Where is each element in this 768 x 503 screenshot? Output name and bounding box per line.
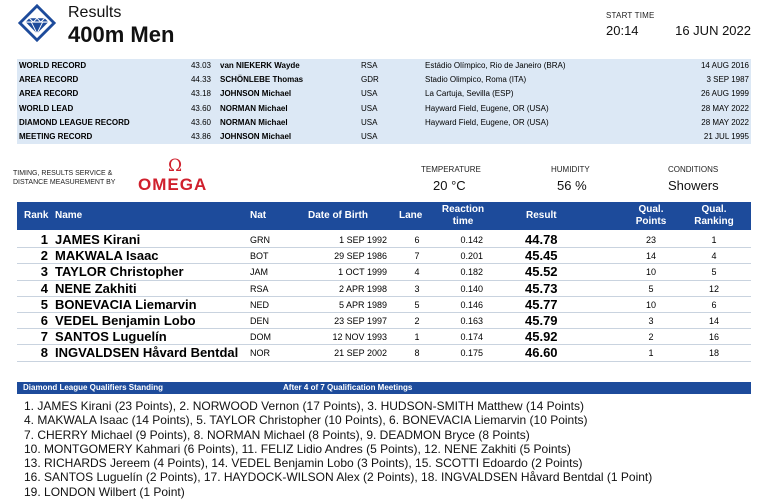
cell-lane: 6 xyxy=(414,235,420,245)
record-athlete: JOHNSON Michael xyxy=(220,89,292,99)
cell-qual-points: 5 xyxy=(648,283,654,294)
record-date: 3 SEP 1987 xyxy=(706,75,749,85)
cell-qual-ranking: 6 xyxy=(711,299,717,310)
record-row xyxy=(17,87,751,101)
cell-qual-points: 10 xyxy=(645,267,656,278)
record-name: MEETING RECORD xyxy=(19,131,93,141)
cell-lane: 8 xyxy=(414,348,420,359)
record-nat: USA xyxy=(361,131,378,141)
cell-lane: 7 xyxy=(414,251,420,262)
record-venue: Estádio Olímpico, Rio de Janeiro (BRA) xyxy=(425,61,566,70)
cell-reaction: 0.163 xyxy=(460,315,483,326)
cell-dob: 1 SEP 1992 xyxy=(339,235,387,245)
standing-line: 16. SANTOS Luguelín (2 Points), 17. HAYDOCK-WILSON Alex (2 Points), 18. INGVALDSEN Håvard Bentdal (1 Point) xyxy=(24,470,653,485)
cell-nat: DEN xyxy=(250,315,270,326)
cell-reaction: 0.182 xyxy=(460,267,483,278)
cell-rank: 5 xyxy=(40,296,48,312)
standing-line: 10. MONTGOMERY Kahmari (6 Points), 11. FELIZ Lidio Andres (5 Points), 12. NENE Zakhiti (5 Points) xyxy=(24,441,571,456)
cell-result: 45.45 xyxy=(525,248,558,264)
cell-result: 46.60 xyxy=(525,345,558,361)
standing-line: 1. JAMES Kirani (23 Points), 2. NORWOOD Vernon (17 Points), 3. HUDSON-SMITH Matthew (14 Points) xyxy=(24,399,584,413)
record-athlete: NORMAN Michael xyxy=(220,117,288,127)
table-row xyxy=(17,264,751,280)
cell-nat: JAM xyxy=(250,267,268,278)
record-date: 26 AUG 1999 xyxy=(700,89,749,99)
col-result: Result xyxy=(526,210,557,221)
cell-result: 45.79 xyxy=(525,312,558,328)
record-row xyxy=(17,73,751,87)
cell-nat: NED xyxy=(250,299,270,310)
cell-dob: 21 SEP 2002 xyxy=(334,348,387,359)
cell-qual-points: 2 xyxy=(648,332,654,343)
cell-qual-points: 1 xyxy=(648,348,654,359)
table-row xyxy=(17,281,751,297)
cell-rank: 3 xyxy=(40,264,48,280)
table-row xyxy=(17,329,751,345)
cell-qual-ranking: 5 xyxy=(711,267,717,278)
cell-dob: 1 OCT 1999 xyxy=(338,267,387,278)
record-mark: 43.60 xyxy=(190,103,211,113)
cell-lane: 4 xyxy=(414,267,420,278)
record-venue: La Cartuja, Sevilla (ESP) xyxy=(425,89,514,99)
cell-dob: 29 SEP 1986 xyxy=(334,251,387,262)
temperature-label: TEMPERATURE xyxy=(421,165,481,174)
record-athlete: van NIEKERK Wayde xyxy=(220,61,300,70)
standing-line: 4. MAKWALA Isaac (14 Points), 5. TAYLOR Christopher (10 Points), 6. BONEVACIA Liemarvin (10 Points) xyxy=(24,413,588,428)
cell-rank: 6 xyxy=(40,312,48,328)
record-venue: Hayward Field, Eugene, OR (USA) xyxy=(425,117,549,127)
timing-line-1: TIMING, RESULTS SERVICE & xyxy=(13,170,113,177)
cell-lane: 5 xyxy=(414,299,420,310)
table-row xyxy=(17,345,751,361)
record-name: DIAMOND LEAGUE RECORD xyxy=(19,117,130,127)
record-date: 21 JUL 1995 xyxy=(703,131,749,141)
record-row xyxy=(17,130,751,144)
cell-qual-ranking: 12 xyxy=(708,283,719,294)
cell-result: 45.92 xyxy=(525,329,558,345)
cell-dob: 5 APR 1989 xyxy=(338,299,387,310)
standing-line: 13. RICHARDS Jereem (4 Points), 14. VEDEL Benjamin Lobo (3 Points), 15. SCOTTI Edoardo (2 Points) xyxy=(24,456,583,471)
table-row xyxy=(17,232,751,248)
cell-result: 45.73 xyxy=(525,280,558,296)
humidity-label: HUMIDITY xyxy=(551,165,590,174)
conditions-label: CONDITIONS xyxy=(668,165,719,174)
results-label: Results xyxy=(68,4,122,21)
cell-rank: 2 xyxy=(40,248,48,264)
col-dob: Date of Birth xyxy=(308,210,368,221)
cell-qual-points: 3 xyxy=(648,315,654,326)
omega-logo-icon: Ω xyxy=(168,156,183,176)
start-time-label: START TIME xyxy=(606,11,655,20)
cell-dob: 23 SEP 1997 xyxy=(334,315,387,326)
cell-name: NENE Zakhiti xyxy=(55,280,137,296)
record-venue: Stadio Olimpico, Roma (ITA) xyxy=(425,75,527,85)
diamond-league-title: Diamond League Qualifiers Standing xyxy=(23,383,164,392)
humidity-value: 56 % xyxy=(557,178,587,193)
col-reaction-line2: time xyxy=(452,216,474,227)
cell-rank: 7 xyxy=(40,329,48,345)
records-table xyxy=(17,59,751,144)
cell-nat: DOM xyxy=(250,332,271,343)
cell-qual-points: 23 xyxy=(645,235,656,245)
temperature-value: 20 °C xyxy=(433,178,466,193)
results-table-header xyxy=(17,202,751,230)
cell-result: 45.52 xyxy=(525,264,558,280)
record-mark: 43.03 xyxy=(190,61,211,70)
cell-qual-ranking: 14 xyxy=(708,315,719,326)
record-nat: GDR xyxy=(361,75,379,85)
diamond-league-standings xyxy=(24,399,652,499)
cell-qual-points: 14 xyxy=(645,251,656,262)
record-mark: 43.18 xyxy=(190,89,211,99)
record-date: 28 MAY 2022 xyxy=(701,103,749,113)
record-athlete: SCHÖNLEBE Thomas xyxy=(220,75,304,85)
cell-dob: 12 NOV 1993 xyxy=(332,332,387,343)
record-name: AREA RECORD xyxy=(19,89,79,99)
conditions-value: Showers xyxy=(668,178,719,193)
record-date: 28 MAY 2022 xyxy=(701,117,749,127)
record-name: WORLD RECORD xyxy=(19,61,87,70)
col-qual-points-line2: Points xyxy=(635,216,667,227)
event-title: 400m Men xyxy=(68,22,175,47)
cell-reaction: 0.142 xyxy=(460,235,483,245)
results-table-body xyxy=(17,232,751,362)
record-venue: Hayward Field, Eugene, OR (USA) xyxy=(425,103,549,113)
cell-lane: 2 xyxy=(414,315,420,326)
diamond-league-logo-icon xyxy=(18,4,56,42)
cell-rank: 1 xyxy=(40,232,48,247)
col-reaction-line1: Reaction xyxy=(441,204,485,215)
diamond-league-subtitle: After 4 of 7 Qualification Meetings xyxy=(283,383,413,392)
col-name: Name xyxy=(55,210,83,221)
cell-rank: 8 xyxy=(40,345,48,361)
cell-qual-ranking: 1 xyxy=(711,235,717,245)
standing-line: 19. LONDON Wilbert (1 Point) xyxy=(24,484,185,499)
col-lane: Lane xyxy=(399,210,423,221)
cell-dob: 2 APR 1998 xyxy=(338,283,387,294)
record-row xyxy=(17,116,751,130)
record-nat: RSA xyxy=(361,61,378,70)
cell-qual-ranking: 18 xyxy=(708,348,719,359)
cell-lane: 1 xyxy=(414,332,420,343)
cell-nat: NOR xyxy=(250,348,270,359)
record-row xyxy=(17,59,751,73)
cell-result: 45.77 xyxy=(525,296,558,312)
cell-qual-points: 10 xyxy=(645,299,656,310)
cell-name: MAKWALA Isaac xyxy=(55,248,159,264)
record-nat: USA xyxy=(361,103,378,113)
cell-lane: 3 xyxy=(414,283,420,294)
record-athlete: NORMAN Michael xyxy=(220,103,288,113)
cell-name: TAYLOR Christopher xyxy=(55,264,184,280)
cell-nat: RSA xyxy=(250,283,269,294)
cell-name: JAMES Kirani xyxy=(55,232,141,247)
col-qual-ranking-line2: Ranking xyxy=(694,216,734,227)
col-nat: Nat xyxy=(250,210,267,221)
cell-nat: GRN xyxy=(250,235,270,245)
record-name: WORLD LEAD xyxy=(19,103,74,113)
cell-rank: 4 xyxy=(40,280,48,296)
record-row xyxy=(17,102,751,116)
record-nat: USA xyxy=(361,117,378,127)
timing-credit xyxy=(13,169,115,187)
cell-name: SANTOS Luguelín xyxy=(55,329,167,345)
omega-logo-text: OMEGA xyxy=(138,175,208,194)
start-time: 20:14 xyxy=(606,23,639,38)
cell-reaction: 0.201 xyxy=(460,251,483,262)
table-row xyxy=(17,297,751,313)
record-mark: 43.86 xyxy=(190,131,211,141)
col-qual-points-line1: Qual. xyxy=(638,204,664,215)
record-name: AREA RECORD xyxy=(19,75,79,85)
cell-nat: BOT xyxy=(250,251,269,262)
cell-reaction: 0.174 xyxy=(460,332,483,343)
cell-name: VEDEL Benjamin Lobo xyxy=(55,312,196,328)
standing-line: 7. CHERRY Michael (9 Points), 8. NORMAN Michael (8 Points), 9. DEADMON Bryce (8 Points) xyxy=(24,427,530,442)
record-nat: USA xyxy=(361,89,378,99)
record-mark: 43.60 xyxy=(190,117,211,127)
col-qual-ranking-line1: Qual. xyxy=(701,204,727,215)
record-mark: 44.33 xyxy=(190,75,211,85)
diamond-league-header xyxy=(17,382,751,394)
event-date: 16 JUN 2022 xyxy=(675,23,751,38)
cell-name: BONEVACIA Liemarvin xyxy=(55,296,197,312)
cell-name: INGVALDSEN Håvard Bentdal xyxy=(55,345,239,361)
cell-reaction: 0.140 xyxy=(460,283,483,294)
cell-qual-ranking: 4 xyxy=(711,251,717,262)
timing-line-2: DISTANCE MEASUREMENT BY xyxy=(13,179,116,186)
table-row xyxy=(17,248,751,264)
cell-reaction: 0.146 xyxy=(460,299,483,310)
cell-result: 44.78 xyxy=(525,232,558,247)
record-athlete: JOHNSON Michael xyxy=(220,131,292,141)
cell-reaction: 0.175 xyxy=(460,348,483,359)
table-row xyxy=(17,313,751,329)
col-rank: Rank xyxy=(24,210,49,221)
cell-qual-ranking: 16 xyxy=(708,332,719,343)
record-date: 14 AUG 2016 xyxy=(700,61,749,70)
